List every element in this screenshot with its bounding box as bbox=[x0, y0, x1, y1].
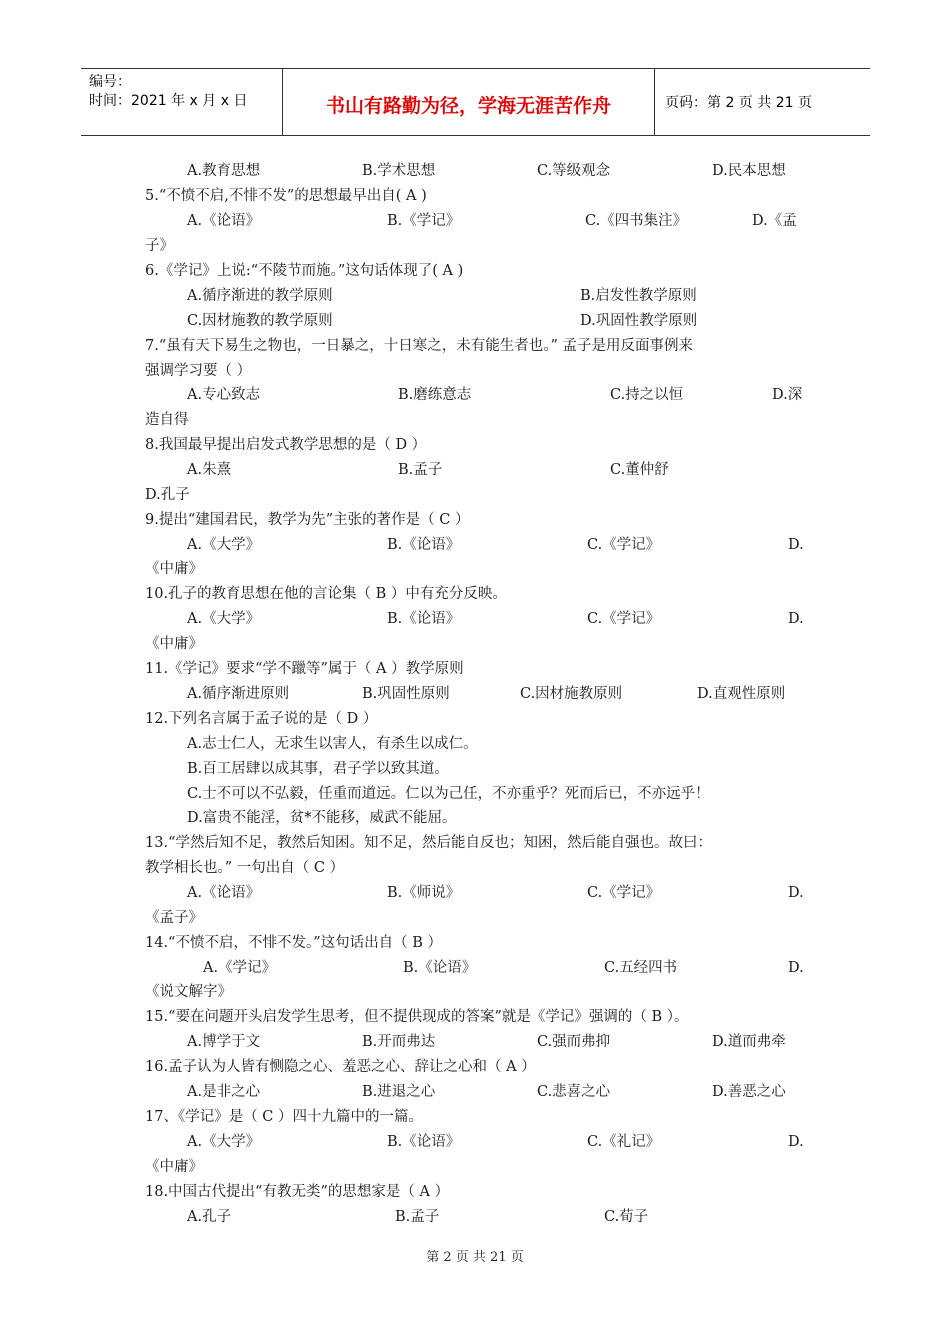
text-line: D.富贵不能淫，贫*不能移，威武不能屈。 bbox=[187, 810, 457, 826]
text-line: A.是非之心 bbox=[187, 1084, 261, 1100]
text-line: D. bbox=[788, 537, 804, 553]
text-line: 《中庸》 bbox=[145, 561, 203, 577]
header-motto: 书山有路勤为径，学海无涯苦作舟 bbox=[283, 69, 655, 135]
text-line: A.《大学》 bbox=[187, 537, 261, 553]
header-page-info: 页码：第 2 页 共 21 页 bbox=[665, 95, 812, 111]
text-line: C.《四书集注》 bbox=[585, 213, 688, 229]
text-line: A.博学于文 bbox=[187, 1034, 261, 1050]
text-line: A.循序渐进原则 bbox=[187, 686, 290, 702]
text-line: 17、《学记》是（ C ）四十九篇中的一篇。 bbox=[145, 1109, 424, 1125]
text-line: B.百工居肆以成其事，君子学以致其道。 bbox=[187, 761, 449, 777]
text-line: 10.孔子的教育思想在他的言论集（ B ）中有充分反映。 bbox=[145, 586, 507, 602]
text-line: 教学相长也。” 一句出自（ C ） bbox=[145, 860, 345, 876]
text-line: B.孟子 bbox=[398, 462, 443, 478]
text-line: A.孔子 bbox=[187, 1209, 232, 1225]
text-line: B.《论语》 bbox=[403, 960, 477, 976]
text-line: C.因材施教的教学原则 bbox=[187, 313, 333, 329]
text-line: 9.提出“建国君民，教学为先”主张的著作是（ C ） bbox=[145, 512, 470, 528]
text-line: 5.“不愤不启,不悱不发”的思想最早出自( A ) bbox=[145, 188, 427, 204]
text-line: 6.《学记》上说:“不陵节而施。”这句话体现了( A ) bbox=[145, 263, 464, 279]
text-line: 子》 bbox=[145, 238, 174, 254]
text-line: A.循序渐进的教学原则 bbox=[187, 288, 333, 304]
text-line: A.《论语》 bbox=[187, 213, 261, 229]
text-line: 14.“不愤不启，不悱不发。”这句话出自（ B ） bbox=[145, 935, 443, 951]
text-line: D. bbox=[788, 1134, 804, 1150]
text-line: C.《礼记》 bbox=[587, 1134, 661, 1150]
text-line: 《说文解字》 bbox=[145, 984, 232, 1000]
text-line: 《中庸》 bbox=[145, 1159, 203, 1175]
text-line: C.《学记》 bbox=[587, 611, 661, 627]
text-line: D. bbox=[788, 885, 804, 901]
text-line: B.开而弗达 bbox=[362, 1034, 436, 1050]
text-line: B.磨练意志 bbox=[398, 387, 472, 403]
text-line: D.《孟 bbox=[752, 213, 797, 229]
text-line: 强调学习要（ ） bbox=[145, 363, 252, 379]
text-line: A.朱熹 bbox=[187, 462, 232, 478]
text-line: A.教育思想 bbox=[187, 163, 261, 179]
text-line: C.五经四书 bbox=[604, 960, 678, 976]
text-line: 8.我国最早提出启发式教学思想的是（ D ） bbox=[145, 437, 427, 453]
text-line: 《孟子》 bbox=[145, 910, 203, 926]
text-line: D.道而弗牵 bbox=[712, 1034, 786, 1050]
text-line: 《中庸》 bbox=[145, 636, 203, 652]
text-line: B.启发性教学原则 bbox=[580, 288, 697, 304]
text-line: B.《论语》 bbox=[387, 1134, 461, 1150]
text-line: C.强而弗抑 bbox=[537, 1034, 611, 1050]
page-footer: 第 2 页 共 21 页 bbox=[426, 1250, 524, 1265]
text-line: C.士不可以不弘毅，任重而道远。仁以为己任，不亦重乎？死而后已，不亦远乎！ bbox=[187, 786, 710, 802]
text-line: B.《论语》 bbox=[387, 611, 461, 627]
text-line: 11.《学记》要求“学不躐等”属于（ A ）教学原则 bbox=[145, 661, 464, 677]
text-line: C.《学记》 bbox=[587, 885, 661, 901]
text-line: B.孟子 bbox=[395, 1209, 440, 1225]
number-label: 编号： bbox=[89, 74, 131, 90]
text-line: 18.中国古代提出“有教无类”的思想家是（ A ） bbox=[145, 1184, 450, 1200]
text-line: C.《学记》 bbox=[587, 537, 661, 553]
text-line: A.专心致志 bbox=[187, 387, 261, 403]
text-line: 12.下列名言属于孟子说的是（ D ） bbox=[145, 711, 378, 727]
text-line: A.《大学》 bbox=[187, 611, 261, 627]
text-line: 7.“虽有天下易生之物也，一日暴之，十日寒之，未有能生者也。” 孟子是用反面事例来 bbox=[145, 338, 694, 354]
text-line: B.巩固性原则 bbox=[362, 686, 450, 702]
date-label: 时间：2021 年 x 月 x 日 bbox=[89, 93, 248, 109]
text-line: D.善恶之心 bbox=[712, 1084, 786, 1100]
text-line: 造自得 bbox=[145, 412, 189, 428]
text-line: B.学术思想 bbox=[362, 163, 436, 179]
text-line: 16.孟子认为人皆有恻隐之心、羞恶之心、辞让之心和（ A ） bbox=[145, 1059, 536, 1075]
text-line: D.民本思想 bbox=[712, 163, 786, 179]
text-line: A.《论语》 bbox=[187, 885, 261, 901]
text-line: D.直观性原则 bbox=[697, 686, 786, 702]
text-line: D. bbox=[788, 960, 804, 976]
text-line: 15.“要在问题开头启发学生思考，但不提供现成的答案”就是《学记》强调的（ B ）。 bbox=[145, 1009, 689, 1025]
text-line: C.因材施教原则 bbox=[520, 686, 623, 702]
text-line: B.《师说》 bbox=[387, 885, 461, 901]
text-line: C.荀子 bbox=[604, 1209, 649, 1225]
text-line: B.《学记》 bbox=[387, 213, 461, 229]
text-line: C.等级观念 bbox=[537, 163, 611, 179]
text-line: A.志士仁人，无求生以害人，有杀生以成仁。 bbox=[187, 736, 478, 752]
text-line: 13.“学然后知不足，教然后知困。知不足，然后能自反也；知困，然后能自强也。故曰： bbox=[145, 835, 712, 851]
text-line: C.董仲舒 bbox=[610, 462, 669, 478]
text-line: A.《大学》 bbox=[187, 1134, 261, 1150]
text-line: D. bbox=[788, 611, 804, 627]
text-line: B.《论语》 bbox=[387, 537, 461, 553]
text-line: D.深 bbox=[772, 387, 803, 403]
text-line: D.巩固性教学原则 bbox=[580, 313, 698, 329]
text-line: B.进退之心 bbox=[362, 1084, 436, 1100]
text-line: C.持之以恒 bbox=[610, 387, 684, 403]
text-line: A.《学记》 bbox=[203, 960, 277, 976]
text-line: D.孔子 bbox=[145, 487, 190, 503]
text-line: C.悲喜之心 bbox=[537, 1084, 611, 1100]
